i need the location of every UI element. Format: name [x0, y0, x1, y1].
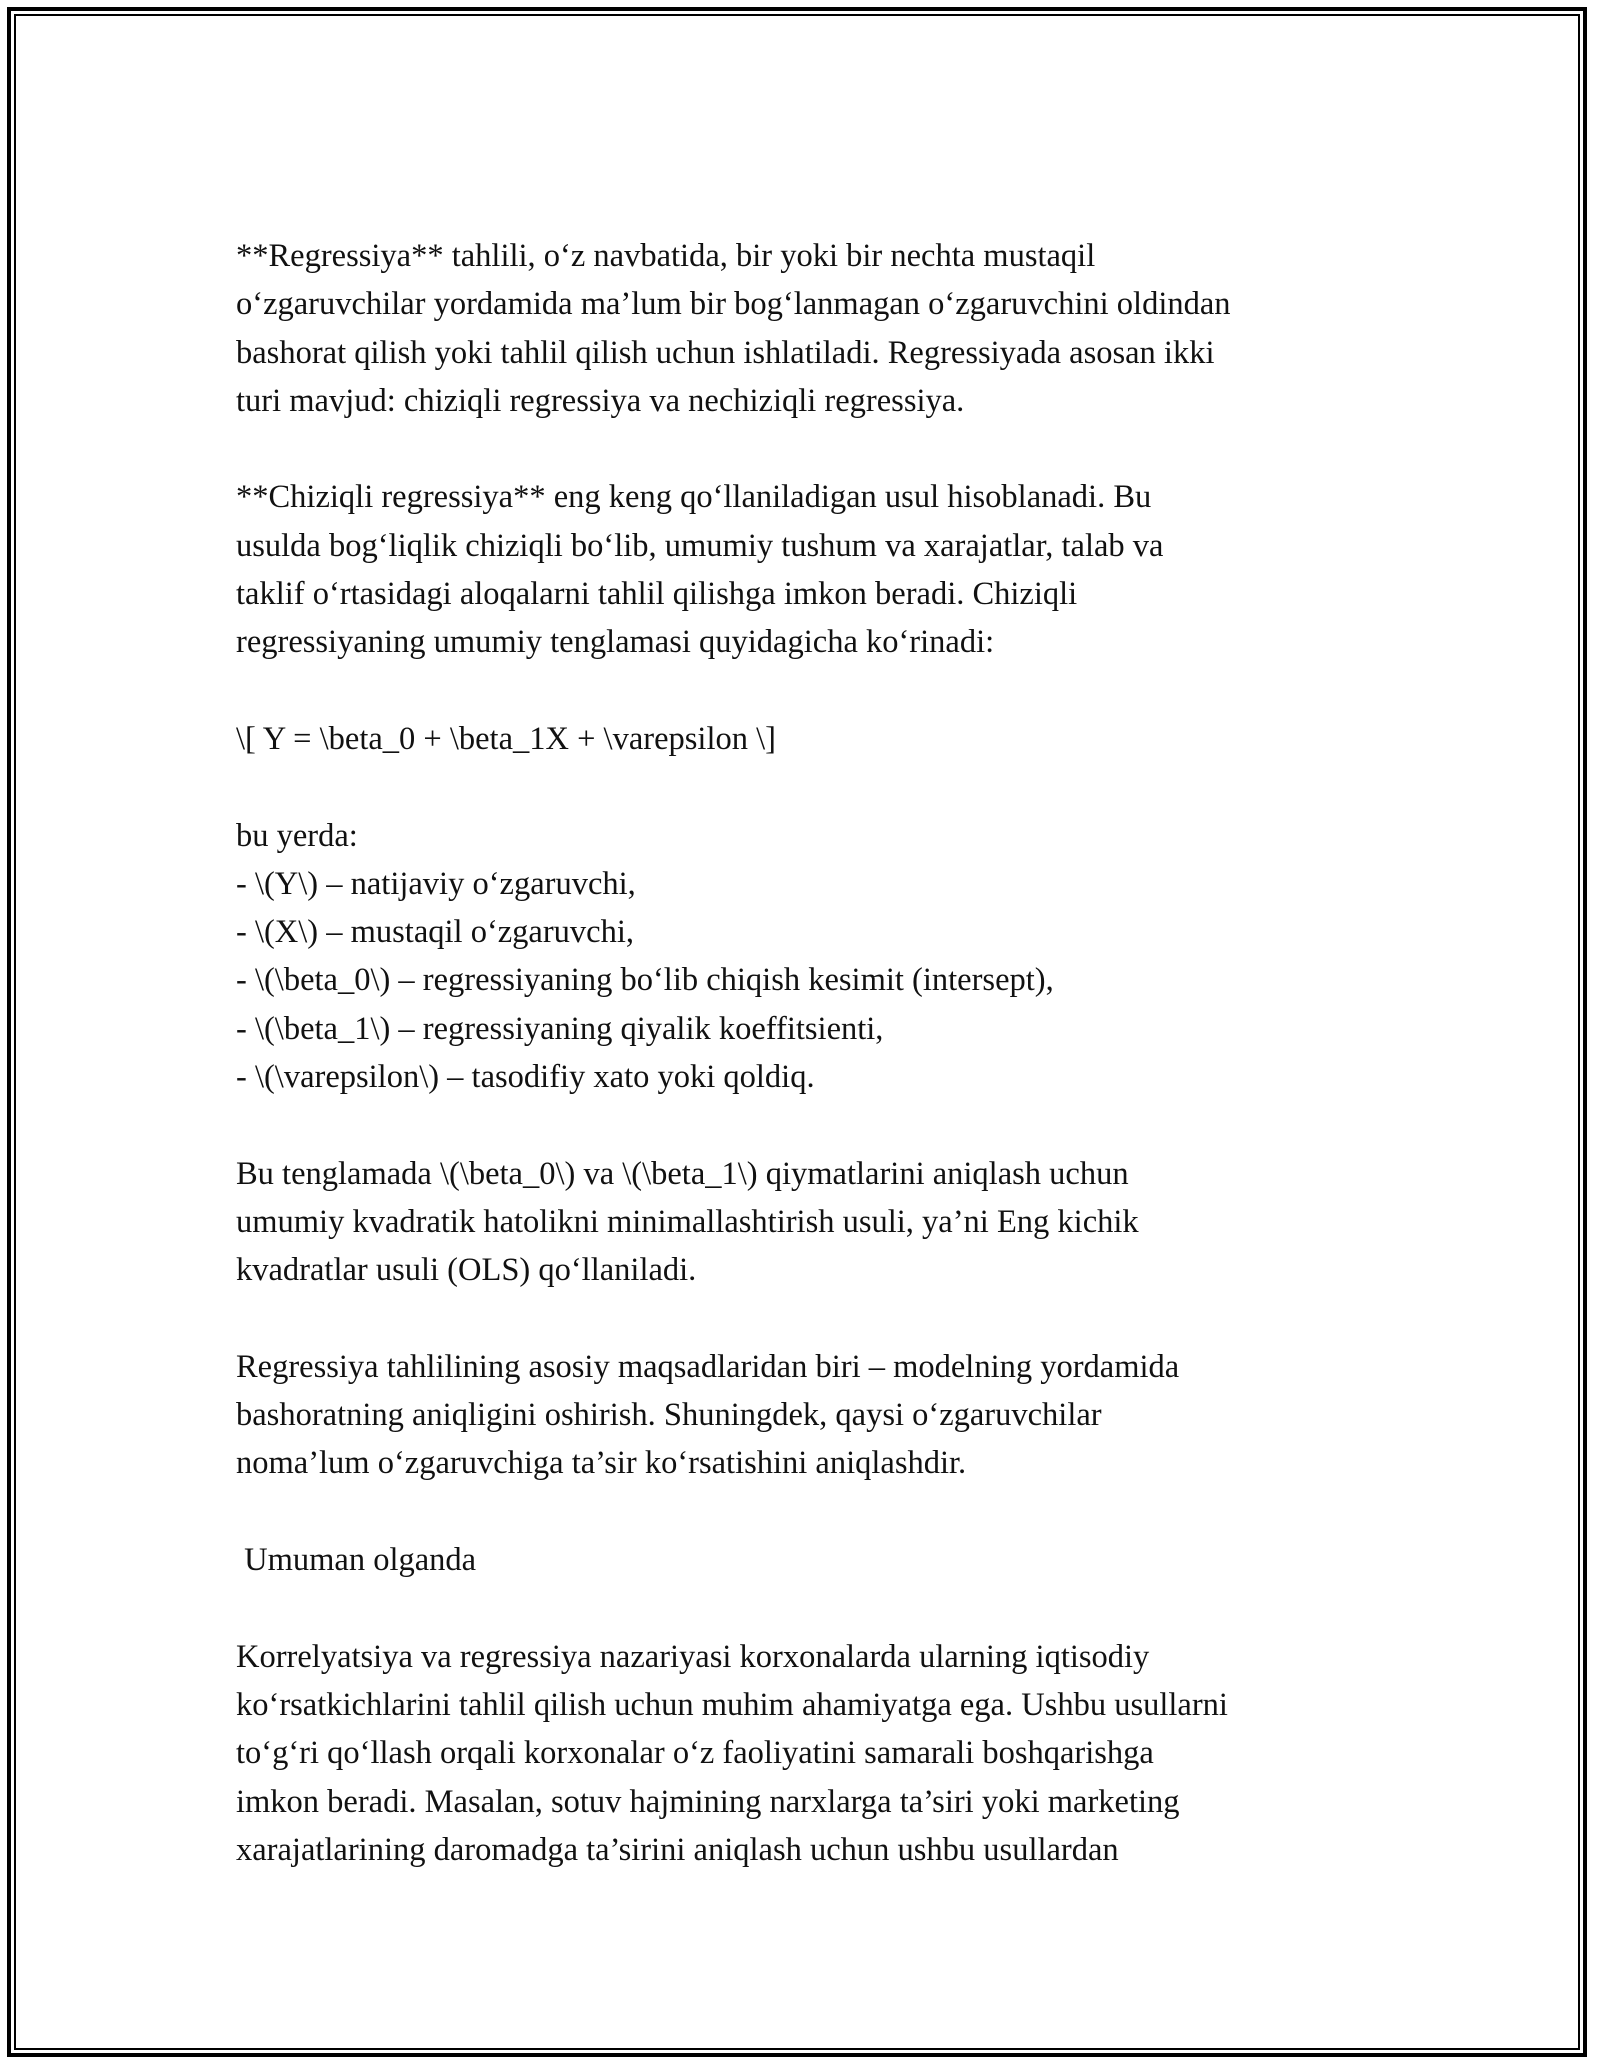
text-line: bashoratning aniqligini oshirish. Shuningdek, qaysi o‘zgaruvchilar	[236, 1397, 1102, 1434]
section-heading-umuman-olganda	[236, 1536, 1416, 1584]
text-line: **Regressiya** tahlili, o‘z navbatida, bir yoki bir nechta mustaqil	[236, 238, 1096, 274]
text-line: turi mavjud: chiziqli regressiya va nechiziqli regressiya.	[236, 382, 965, 419]
text-line: Regressiya tahlilining asosiy maqsadlaridan biri – modelning yordamida	[236, 1348, 1180, 1385]
text-line: Korrelyatsiya va regressiya nazariyasi korxonalarda ularning iqtisodiy	[236, 1638, 1150, 1675]
text-line: kvadratlar usuli (OLS) qo‘llaniladi.	[236, 1252, 697, 1289]
variable-definitions	[236, 812, 1416, 1102]
text-line: o‘zgaruvchilar yordamida ma’lum bir bog‘lanmagan o‘zgaruvchini oldindan	[236, 286, 1231, 323]
text-line: imkon beradi. Masalan, sotuv hajmining narxlarga ta’siri yoki marketing	[236, 1783, 1180, 1820]
text-line: bashorat qilish yoki tahlil qilish uchun ishlatiladi. Regressiyada asosan ikki	[236, 334, 1215, 371]
document-body	[236, 232, 1416, 1874]
paragraph-maqsad	[236, 1343, 1416, 1488]
text-line: **Chiziqli regressiya** eng keng qo‘llaniladigan usul hisoblanadi. Bu	[236, 479, 1152, 516]
definition-item: - \(\varepsilon\) – tasodifiy xato yoki qoldiq.	[236, 1059, 815, 1096]
paragraph-ols	[236, 1150, 1416, 1295]
text-line: Bu tenglamada \(\beta_0\) va \(\beta_1\) qiymatlarini aniqlash uchun	[236, 1155, 1129, 1192]
text-line: umumiy kvadratik hatolikni minimallashtirish usuli, ya’ni Eng kichik	[236, 1203, 1139, 1240]
text-line: usulda bog‘liqlik chiziqli bo‘lib, umumiy tushum va xarajatlar, talab va	[236, 527, 1164, 564]
text-line: taklif o‘rtasidagi aloqalarni tahlil qilishga imkon beradi. Chiziqli	[236, 576, 1078, 613]
equation-line	[236, 715, 1416, 763]
definitions-heading: bu yerda:	[236, 817, 358, 854]
paragraph-chiziqli-regressiya	[236, 473, 1416, 666]
text-line: noma’lum o‘zgaruvchiga ta’sir ko‘rsatishini aniqlashdir.	[236, 1445, 967, 1482]
text-line: xarajatlarining daromadga ta’sirini aniqlash uchun ushbu usullardan	[236, 1831, 1119, 1868]
paragraph-korrelyatsiya	[236, 1633, 1416, 1874]
paragraph-regressiya-intro	[236, 232, 1416, 425]
text-line: to‘g‘ri qo‘llash orqali korxonalar o‘z faoliyatini samarali boshqarishga	[236, 1735, 1154, 1772]
definition-item: - \(\beta_0\) – regressiyaning bo‘lib chiqish kesimit (intersept),	[236, 962, 1054, 999]
text-line: regressiyaning umumiy tenglamasi quyidagicha ko‘rinadi:	[236, 624, 995, 661]
text-line: ko‘rsatkichlarini tahlil qilish uchun muhim ahamiyatga ega. Ushbu usullarni	[236, 1686, 1228, 1723]
definition-item: - \(Y\) – natijaviy o‘zgaruvchi,	[236, 865, 636, 902]
definition-item: - \(\beta_1\) – regressiyaning qiyalik koeffitsienti,	[236, 1010, 884, 1047]
heading-text: Umuman olganda	[236, 1542, 477, 1579]
equation-text: \[ Y = \beta_0 + \beta_1X + \varepsilon \]	[236, 720, 776, 757]
definition-item: - \(X\) – mustaqil o‘zgaruvchi,	[236, 914, 635, 951]
